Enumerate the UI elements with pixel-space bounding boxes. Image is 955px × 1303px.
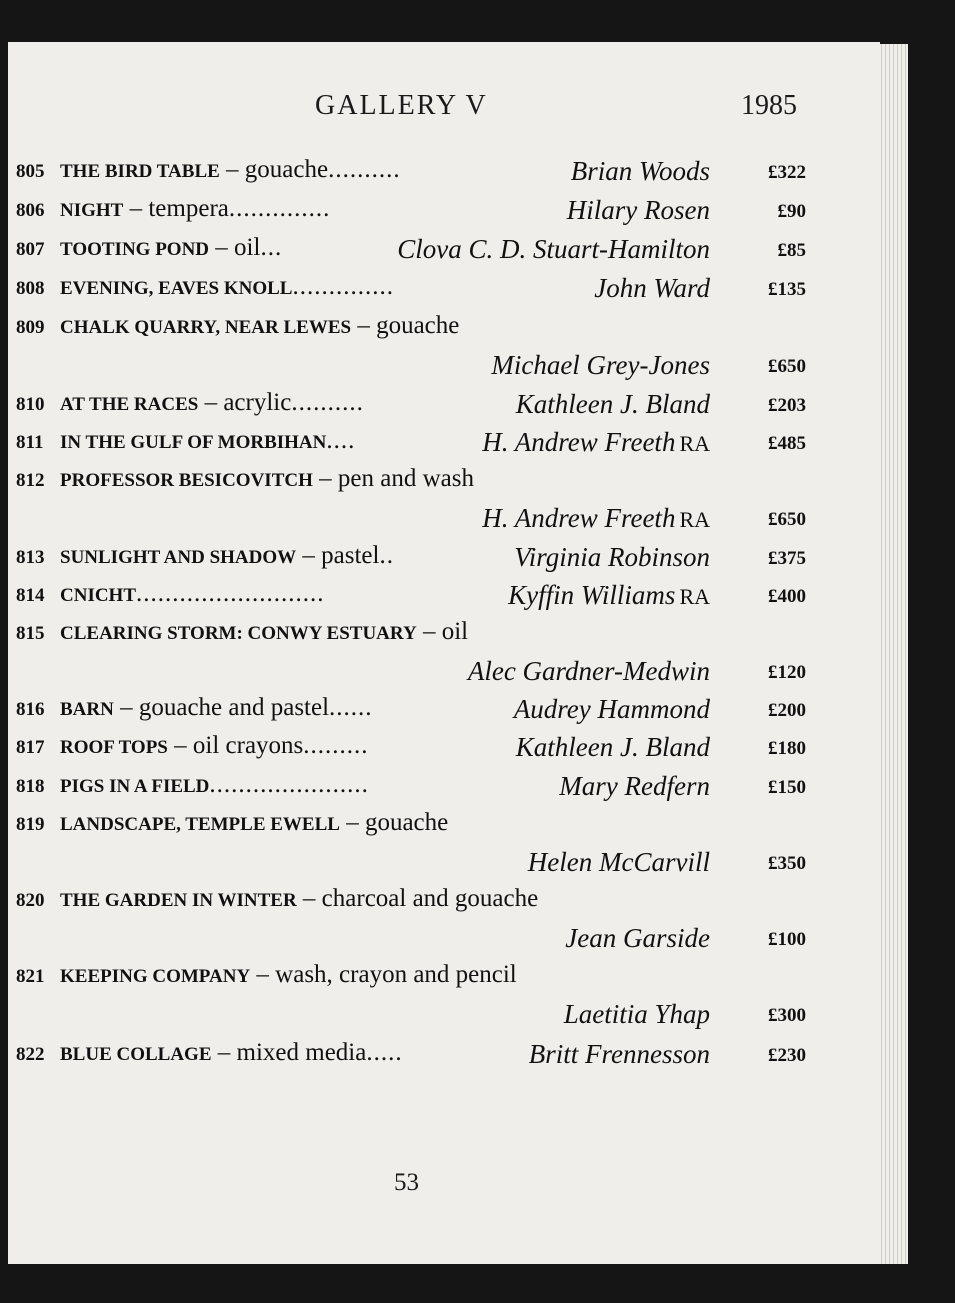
catalogue-entry — [16, 885, 806, 919]
entry-left — [16, 156, 401, 184]
entry-artist-block — [482, 503, 710, 534]
entry-title: CLEARING STORM: CONWY ESTUARY — [60, 623, 417, 644]
entry-number: 816 — [16, 699, 45, 720]
catalogue-entry — [16, 156, 806, 190]
entry-ra-suffix: RA — [679, 431, 710, 456]
entry-left — [16, 273, 394, 301]
entry-price: £350 — [768, 853, 806, 874]
entry-ra-suffix: RA — [679, 507, 710, 532]
entry-artist: Helen McCarvill — [527, 847, 710, 877]
catalogue-entry — [16, 195, 806, 229]
entry-leader-dots: .... — [326, 427, 356, 454]
entry-separator: – — [211, 1039, 237, 1066]
entry-artist: Kathleen J. Bland — [515, 732, 710, 762]
entry-separator: – — [209, 234, 235, 261]
entry-artist: Brian Woods — [570, 156, 710, 186]
entry-number: 808 — [16, 278, 45, 299]
entry-separator: – — [296, 885, 322, 912]
entry-number: 813 — [16, 547, 45, 568]
entry-artist-block — [564, 999, 710, 1030]
entry-medium: wash, crayon and pencil — [275, 961, 517, 988]
entry-price: £375 — [768, 548, 806, 569]
entry-price: £650 — [768, 356, 806, 377]
entry-artist: Michael Grey-Jones — [491, 350, 710, 380]
entry-artist: H. Andrew Freeth — [482, 427, 676, 457]
entry-separator: – — [296, 542, 322, 569]
entry-left — [16, 195, 330, 223]
catalogue-entry — [16, 732, 806, 766]
entry-leader-dots: ..... — [366, 1039, 403, 1066]
entry-medium: oil crayons — [192, 732, 304, 759]
entry-title: BARN — [60, 699, 114, 720]
entry-medium: pen and wash — [337, 465, 474, 492]
entry-number: 822 — [16, 1044, 45, 1065]
entry-price: £203 — [768, 395, 806, 416]
entry-medium: oil — [441, 618, 469, 645]
entry-artist: Audrey Hammond — [513, 694, 710, 724]
catalogue-entry-continuation — [16, 656, 806, 690]
entry-artist-block — [571, 156, 710, 187]
entry-artist-block — [491, 350, 710, 381]
entry-artist-block — [482, 427, 710, 458]
entry-artist: Jean Garside — [565, 923, 710, 953]
entry-separator: – — [123, 195, 149, 222]
entry-artist-block — [559, 771, 710, 802]
entry-medium: gouache — [244, 156, 329, 183]
entry-title: EVENING, EAVES KNOLL — [60, 278, 293, 299]
entry-number: 821 — [16, 966, 45, 987]
entry-number: 806 — [16, 200, 45, 221]
entry-title: AT THE RACES — [60, 394, 199, 415]
entry-number: 807 — [16, 239, 45, 260]
entry-number: 817 — [16, 737, 45, 758]
entry-price: £230 — [768, 1045, 806, 1066]
entry-number: 820 — [16, 890, 45, 911]
entry-leader-dots: ......... — [303, 732, 369, 759]
catalogue-entry — [16, 389, 806, 423]
entry-leader-dots: .......... — [291, 389, 364, 416]
entry-price: £322 — [768, 162, 806, 183]
entry-medium: acrylic — [223, 389, 292, 416]
entry-artist-block — [468, 656, 710, 687]
entry-title: PIGS IN A FIELD — [60, 776, 210, 797]
entry-artist-block — [528, 847, 710, 878]
catalogue-entry — [16, 809, 806, 843]
entry-artist-block — [508, 580, 710, 611]
entry-artist-block — [516, 732, 710, 763]
entry-leader-dots: ...................... — [209, 771, 369, 798]
entry-price: £200 — [768, 700, 806, 721]
catalogue-entry — [16, 312, 806, 346]
entry-artist: Hilary Rosen — [566, 195, 710, 225]
entry-title: THE BIRD TABLE — [60, 161, 220, 182]
entry-price: £300 — [768, 1005, 806, 1026]
entry-leader-dots: ... — [260, 234, 283, 261]
entry-artist: Virginia Robinson — [514, 542, 710, 572]
entry-left — [16, 771, 369, 799]
entry-separator: – — [113, 694, 139, 721]
entry-price: £90 — [777, 201, 806, 222]
entry-number: 814 — [16, 585, 45, 606]
entry-number: 815 — [16, 623, 45, 644]
entry-number: 812 — [16, 470, 45, 491]
entry-price: £120 — [768, 662, 806, 683]
catalogue-page — [8, 42, 880, 1264]
gallery-title: GALLERY V — [315, 90, 488, 121]
entry-medium: gouache and pastel — [138, 694, 330, 721]
entry-title: PROFESSOR BESICOVITCH — [60, 470, 313, 491]
entry-price: £650 — [768, 509, 806, 530]
entry-leader-dots: .............. — [292, 273, 394, 300]
entry-left — [16, 542, 394, 570]
year: 1985 — [741, 90, 797, 121]
entry-left — [16, 732, 369, 760]
entry-artist: Kathleen J. Bland — [515, 389, 710, 419]
entry-ra-suffix: RA — [679, 584, 710, 609]
entry-title: IN THE GULF OF MORBIHAN — [60, 432, 327, 453]
catalogue-entry — [16, 542, 806, 576]
entry-title: NIGHT — [60, 200, 124, 221]
catalogue-entry — [16, 273, 806, 307]
entry-artist-block — [567, 195, 710, 226]
page-number: 53 — [394, 1169, 419, 1196]
catalogue-entry — [16, 580, 806, 614]
entry-artist-block — [397, 234, 710, 265]
entry-separator: – — [416, 618, 442, 645]
entry-artist-block — [514, 542, 710, 573]
catalogue-entry — [16, 427, 806, 461]
entry-medium: charcoal and gouache — [321, 885, 539, 912]
entry-separator: – — [167, 732, 193, 759]
entry-leader-dots: .......................... — [136, 580, 325, 607]
entry-title: SUNLIGHT AND SHADOW — [60, 547, 297, 568]
entry-artist-block — [565, 923, 710, 954]
entry-left — [16, 961, 517, 989]
entry-price: £135 — [768, 279, 806, 300]
entry-left — [16, 427, 355, 455]
entry-left — [16, 580, 325, 608]
catalogue-entry — [16, 771, 806, 805]
entry-number: 805 — [16, 161, 45, 182]
entry-title: ROOF TOPS — [60, 737, 168, 758]
catalogue-entry — [16, 618, 806, 652]
catalogue-entry — [16, 465, 806, 499]
entry-artist: Clova C. D. Stuart-Hamilton — [397, 234, 710, 264]
entry-price: £150 — [768, 777, 806, 798]
entry-number: 810 — [16, 394, 45, 415]
entry-price: £100 — [768, 929, 806, 950]
entry-artist: John Ward — [594, 273, 710, 303]
entry-left — [16, 234, 282, 262]
entry-medium: gouache — [376, 312, 460, 339]
entry-artist-block — [514, 694, 710, 725]
catalogue-entry — [16, 961, 806, 995]
entry-leader-dots: .............. — [228, 195, 331, 222]
entry-left — [16, 809, 448, 837]
entry-number: 811 — [16, 432, 44, 453]
entry-medium: tempera — [148, 195, 229, 222]
entry-title: BLUE COLLAGE — [60, 1044, 212, 1065]
catalogue-entry-continuation — [16, 999, 806, 1033]
entry-title: THE GARDEN IN WINTER — [60, 890, 297, 911]
entry-separator: – — [312, 465, 338, 492]
entry-separator: – — [250, 961, 276, 988]
entry-separator: – — [198, 389, 224, 416]
entry-artist-block — [529, 1039, 710, 1070]
entry-artist: Britt Frennesson — [528, 1039, 710, 1069]
entry-artist: Alec Gardner-Medwin — [467, 656, 710, 686]
entry-price: £485 — [768, 433, 806, 454]
entry-left — [16, 618, 468, 646]
entry-title: TOOTING POND — [60, 239, 210, 260]
entry-separator: – — [351, 312, 377, 339]
entry-title: CNICHT — [60, 585, 137, 606]
entry-leader-dots: .......... — [328, 156, 401, 183]
catalogue-entry-continuation — [16, 350, 806, 384]
entry-medium: gouache — [364, 809, 449, 836]
entry-separator: – — [219, 156, 245, 183]
entry-price: £180 — [768, 738, 806, 759]
catalogue-entry-continuation — [16, 923, 806, 957]
entry-medium: mixed media — [236, 1039, 367, 1066]
entry-price: £400 — [768, 586, 806, 607]
entry-artist: Kyffin Williams — [508, 580, 676, 610]
entry-number: 818 — [16, 776, 45, 797]
catalogue-entry — [16, 1039, 806, 1073]
entry-separator: – — [339, 809, 365, 836]
catalogue-entry-continuation — [16, 503, 806, 537]
entry-left — [16, 465, 474, 493]
entry-artist-block — [594, 273, 710, 304]
entry-title: KEEPING COMPANY — [60, 966, 251, 987]
entry-left — [16, 312, 459, 340]
entry-number: 819 — [16, 814, 45, 835]
entry-left — [16, 1039, 403, 1067]
catalogue-entry-continuation — [16, 847, 806, 881]
entry-medium: pastel — [321, 542, 380, 569]
entry-left — [16, 694, 373, 722]
entry-left — [16, 389, 364, 417]
catalogue-entry — [16, 694, 806, 728]
entry-leader-dots: ...... — [329, 694, 373, 721]
catalogue-entry — [16, 234, 806, 268]
entry-left — [16, 885, 538, 913]
entry-leader-dots: .. — [379, 542, 394, 569]
entry-artist-block — [516, 389, 710, 420]
entry-title: CHALK QUARRY, NEAR LEWES — [60, 317, 352, 338]
entry-price: £85 — [777, 240, 806, 261]
entry-number: 809 — [16, 317, 45, 338]
entry-title: LANDSCAPE, TEMPLE EWELL — [60, 814, 340, 835]
entry-artist: H. Andrew Freeth — [482, 503, 676, 533]
entry-artist: Mary Redfern — [559, 771, 710, 801]
entry-artist: Laetitia Yhap — [563, 999, 710, 1029]
entry-medium: oil — [234, 234, 261, 261]
